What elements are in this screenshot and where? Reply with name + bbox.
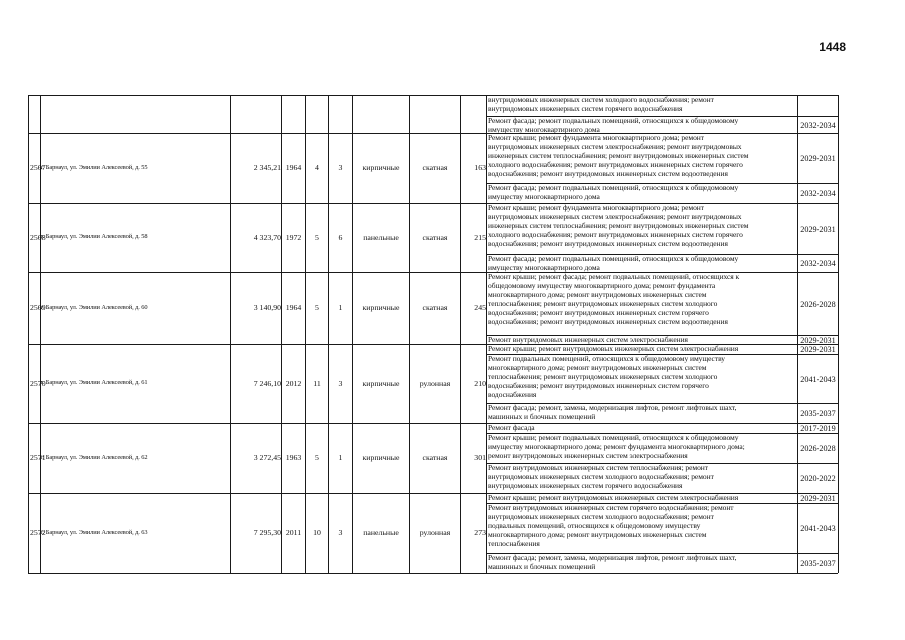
work-description-cell [488,96,796,116]
work-description-line: имуществу многоквартирного дома [488,262,600,272]
work-description-line: многоквартирного дома; ремонт внутридомовых инженерных систем [488,362,707,372]
year-built-cell: 1964 [285,163,302,173]
repair-period-cell: 2041-2043 [800,374,836,384]
apartments-cell: 215 [474,232,486,242]
wall-material-cell: кирпичные [362,303,400,313]
entrances-cell [329,108,352,120]
address-cell: г. Барнаул, ул. Эмилии Алексеевой, д. 62 [41,453,148,461]
repair-period-cell: 2032-2034 [800,189,836,198]
floors-cell: 11 [313,378,321,388]
year-built-cell: 1972 [285,232,302,242]
work-description-line: Ремонт внутридомовых инженерных систем электроснабжения [488,335,688,344]
work-description-line: многоквартирного дома; ремонт внутридомовых инженерных систем [488,529,707,539]
year-built-cell: 2011 [285,528,302,538]
year-built-cell: 1964 [285,303,302,313]
address-cell: г. Барнаул, ул. Эмилии Алексеевой, д. 60 [41,303,148,311]
work-description-line: Ремонт крыши; ремонт внутридомовых инженерных систем электроснабжения [488,344,739,353]
area-cell: 3 140,90 [253,303,281,313]
entrances-cell: 3 [338,378,343,388]
floors-cell: 5 [315,232,319,242]
work-description-line: водоснабжения; ремонт внутридомовых инженерных систем водоотведения [488,316,728,326]
work-description-cell [488,255,796,272]
work-description-line: водоснабжения; ремонт внутридомовых инженерных систем водоотведения [488,238,728,248]
repair-period-cell: 2032-2034 [800,259,836,268]
wall-material-cell: панельные [363,232,399,242]
work-description-cell [488,204,796,254]
work-description-cell [488,494,796,503]
work-description-cell [488,554,796,573]
apartments-cell: 210 [474,378,486,388]
entrances-cell: 3 [338,163,343,173]
address-cell [41,108,230,120]
work-description-cell [488,184,796,203]
row-number-cell: 2567 [30,163,46,173]
work-description-line: водоснабжения; ремонт внутридомовых инженерных систем горячего [488,307,709,317]
work-description-line: внутридомовых инженерных систем холодного водоснабжения; ремонт [488,471,714,481]
apartments-cell: 163 [474,163,486,173]
work-description-cell [488,117,796,133]
work-description-line: многоквартирного дома; ремонт внутридомовых инженерных систем [488,289,707,299]
work-description-cell [488,424,796,433]
work-description-cell [488,504,796,553]
work-description-line: Ремонт фасада; ремонт, замена, модернизация лифтов, ремонт лифтовых шахт, [488,403,737,412]
repair-period-cell: 2032-2034 [800,120,836,130]
year-built-cell: 1963 [285,453,302,463]
apartments-cell: 273 [474,528,486,538]
apartments-cell: 245 [474,303,486,313]
work-description-line: Ремонт фасада [488,423,535,432]
repair-period-cell: 2029-2031 [800,154,836,163]
work-description-cell [488,134,796,183]
work-description-line: Ремонт фасада; ремонт подвальных помещений, относящихся к общедомовому [488,116,739,125]
row-number-cell: 2570 [30,378,46,388]
roof-type-cell: скатная [422,303,448,313]
work-description-line: Ремонт подвальных помещений, относящихся к общедомовому имуществу [488,354,725,363]
work-description-line: внутридомовых инженерных систем горячего водоснабжения [488,103,683,113]
address-cell: г. Барнаул, ул. Эмилии Алексеевой, д. 55 [41,163,148,171]
apartments-cell [461,108,489,120]
work-description-line: Ремонт фасада; ремонт подвальных помещений, относящихся к общедомовому [488,254,739,263]
work-description-line: внутридомовых инженерных систем холодного водоснабжения; ремонт [488,511,714,521]
floors-cell: 4 [315,163,319,173]
repair-period-cell: 2041-2043 [800,524,836,533]
work-description-line: общедомовому имуществу многоквартирного дома; ремонт фундамента [488,280,716,290]
area-cell: 7 295,30 [253,528,281,538]
wall-material-cell: кирпичные [362,453,400,463]
entrances-cell: 1 [338,453,343,463]
work-description-line: Ремонт крыши; ремонт внутридомовых инженерных систем электроснабжения [488,493,739,502]
row-number-cell: 2571 [30,453,46,463]
page-number: 1448 [819,40,846,54]
work-description-line: внутридомовых инженерных систем электроснабжения; ремонт внутридомовых [488,211,742,221]
work-description-line: теплоснабжения; ремонт внутридомовых инженерных систем холодного [488,371,718,381]
area-cell: 4 323,70 [253,232,281,242]
repair-period-cell: 2026-2028 [800,444,836,453]
area-cell [231,108,284,120]
row-number-cell: 2568 [30,232,46,242]
repair-period-cell: 2020-2022 [800,474,836,483]
work-description-line: Ремонт крыши; ремонт фундамента многоквартирного дома; ремонт [488,133,704,142]
work-description-line: подвальных помещений, относящихся к общедомовому имуществу [488,520,701,530]
wall-material-cell: панельные [363,528,399,538]
area-cell: 2 345,21 [253,163,281,173]
work-description-line: машинных и блочных помещений [488,561,596,571]
repair-period-cell: 2017-2019 [800,424,836,433]
roof-type-cell: рулонная [419,528,451,538]
work-description-cell [488,336,796,344]
roof-type-cell: скатная [422,453,448,463]
work-description-line: имуществу многоквартирного дома [488,191,600,201]
row-number-cell: 2569 [30,303,46,313]
entrances-cell: 3 [338,528,343,538]
work-description-cell [488,345,796,354]
row-number-cell: 2572 [30,528,46,538]
roof-type-cell: рулонная [419,378,451,388]
work-description-line: машинных и блочных помещений [488,411,596,421]
roof-type-cell [410,108,460,120]
repair-period-cell: 2029-2031 [800,224,836,234]
roof-type-cell: скатная [422,232,448,242]
work-description-cell [488,355,796,403]
work-description-cell [488,273,796,335]
work-description-line: Ремонт фасада; ремонт подвальных помещений, относящихся к общедомовому [488,183,739,192]
work-description-line: Ремонт фасада; ремонт, замена, модернизация лифтов, ремонт лифтовых шахт, [488,553,737,562]
work-description-line: водоснабжения [488,389,537,399]
work-description-line: Ремонт крыши; ремонт фундамента многоквартирного дома; ремонт [488,203,704,212]
work-description-line: Ремонт крыши; ремонт фасада; ремонт подвальных помещений, относящихся к [488,272,740,281]
work-description-cell [488,404,796,423]
repair-period-cell: 2035-2037 [800,409,836,418]
area-cell: 3 272,45 [253,453,281,463]
floors-cell [306,108,328,120]
floors-cell: 5 [315,453,319,463]
year-built-cell: 2012 [285,378,302,388]
work-description-line: водоснабжения; ремонт внутридомовых инженерных систем горячего [488,380,709,390]
repair-period-cell: 2029-2031 [800,345,836,354]
roof-type-cell: скатная [422,163,448,173]
work-description-line: имуществу многоквартирного дома [488,124,600,134]
wall-material-cell [353,108,409,120]
entrances-cell: 6 [338,232,343,242]
work-description-line: водоснабжения; ремонт внутридомовых инженерных систем водоотведения [488,168,728,178]
apartments-cell: 301 [474,453,486,463]
year-built-cell [282,108,305,120]
work-description-line: Ремонт внутридомовых инженерных систем теплоснабжения; ремонт [488,463,708,472]
work-description-line: ремонт внутридомовых инженерных систем электроснабжения [488,450,688,460]
address-cell: г. Барнаул, ул. Эмилии Алексеевой, д. 61 [41,379,148,387]
work-description-line: Ремонт крыши; ремонт подвальных помещений, относящихся к общедомовому [488,433,739,442]
repair-period-cell: 2029-2031 [800,494,836,503]
repair-period-cell: 2026-2028 [800,299,836,309]
work-description-line: инженерных систем теплоснабжения; ремонт внутридомовых инженерных систем [488,150,749,160]
work-description-cell [488,464,796,493]
repair-period-cell [798,96,838,116]
work-description-line: инженерных систем теплоснабжения; ремонт внутридомовых инженерных систем [488,220,749,230]
work-description-line: имуществу многоквартирного дома; ремонт фундамента многоквартирного дома; [488,441,745,451]
address-cell: г. Барнаул, ул. Эмилии Алексеевой, д. 63 [41,528,148,536]
floors-cell: 10 [313,528,321,538]
wall-material-cell: кирпичные [362,378,400,388]
floors-cell: 5 [315,303,319,313]
entrances-cell: 1 [338,303,343,313]
work-description-line: внутридомовых инженерных систем холодного водоснабжения; ремонт [488,95,714,104]
work-description-line: теплоснабжения; ремонт внутридомовых инженерных систем холодного [488,298,718,308]
repair-period-cell: 2035-2037 [800,559,836,568]
row-number-cell [29,108,41,120]
work-description-line: внутридомовых инженерных систем электроснабжения; ремонт внутридомовых [488,141,742,151]
address-cell: г. Барнаул, ул. Эмилии Алексеевой, д. 58 [41,233,148,241]
work-description-line: теплоснабжения [488,538,540,548]
repair-period-cell: 2029-2031 [800,335,836,345]
work-description-cell [488,434,796,463]
work-description-line: Ремонт внутридомовых инженерных систем горячего водоснабжения; ремонт [488,503,734,512]
work-description-line: холодного водоснабжения; ремонт внутридомовых инженерных систем горячего [488,229,743,239]
work-description-line: холодного водоснабжения; ремонт внутридомовых инженерных систем горячего [488,159,743,169]
wall-material-cell: кирпичные [362,163,400,173]
area-cell: 7 246,10 [253,378,281,388]
work-description-line: внутридомовых инженерных систем горячего водоснабжения [488,480,683,490]
